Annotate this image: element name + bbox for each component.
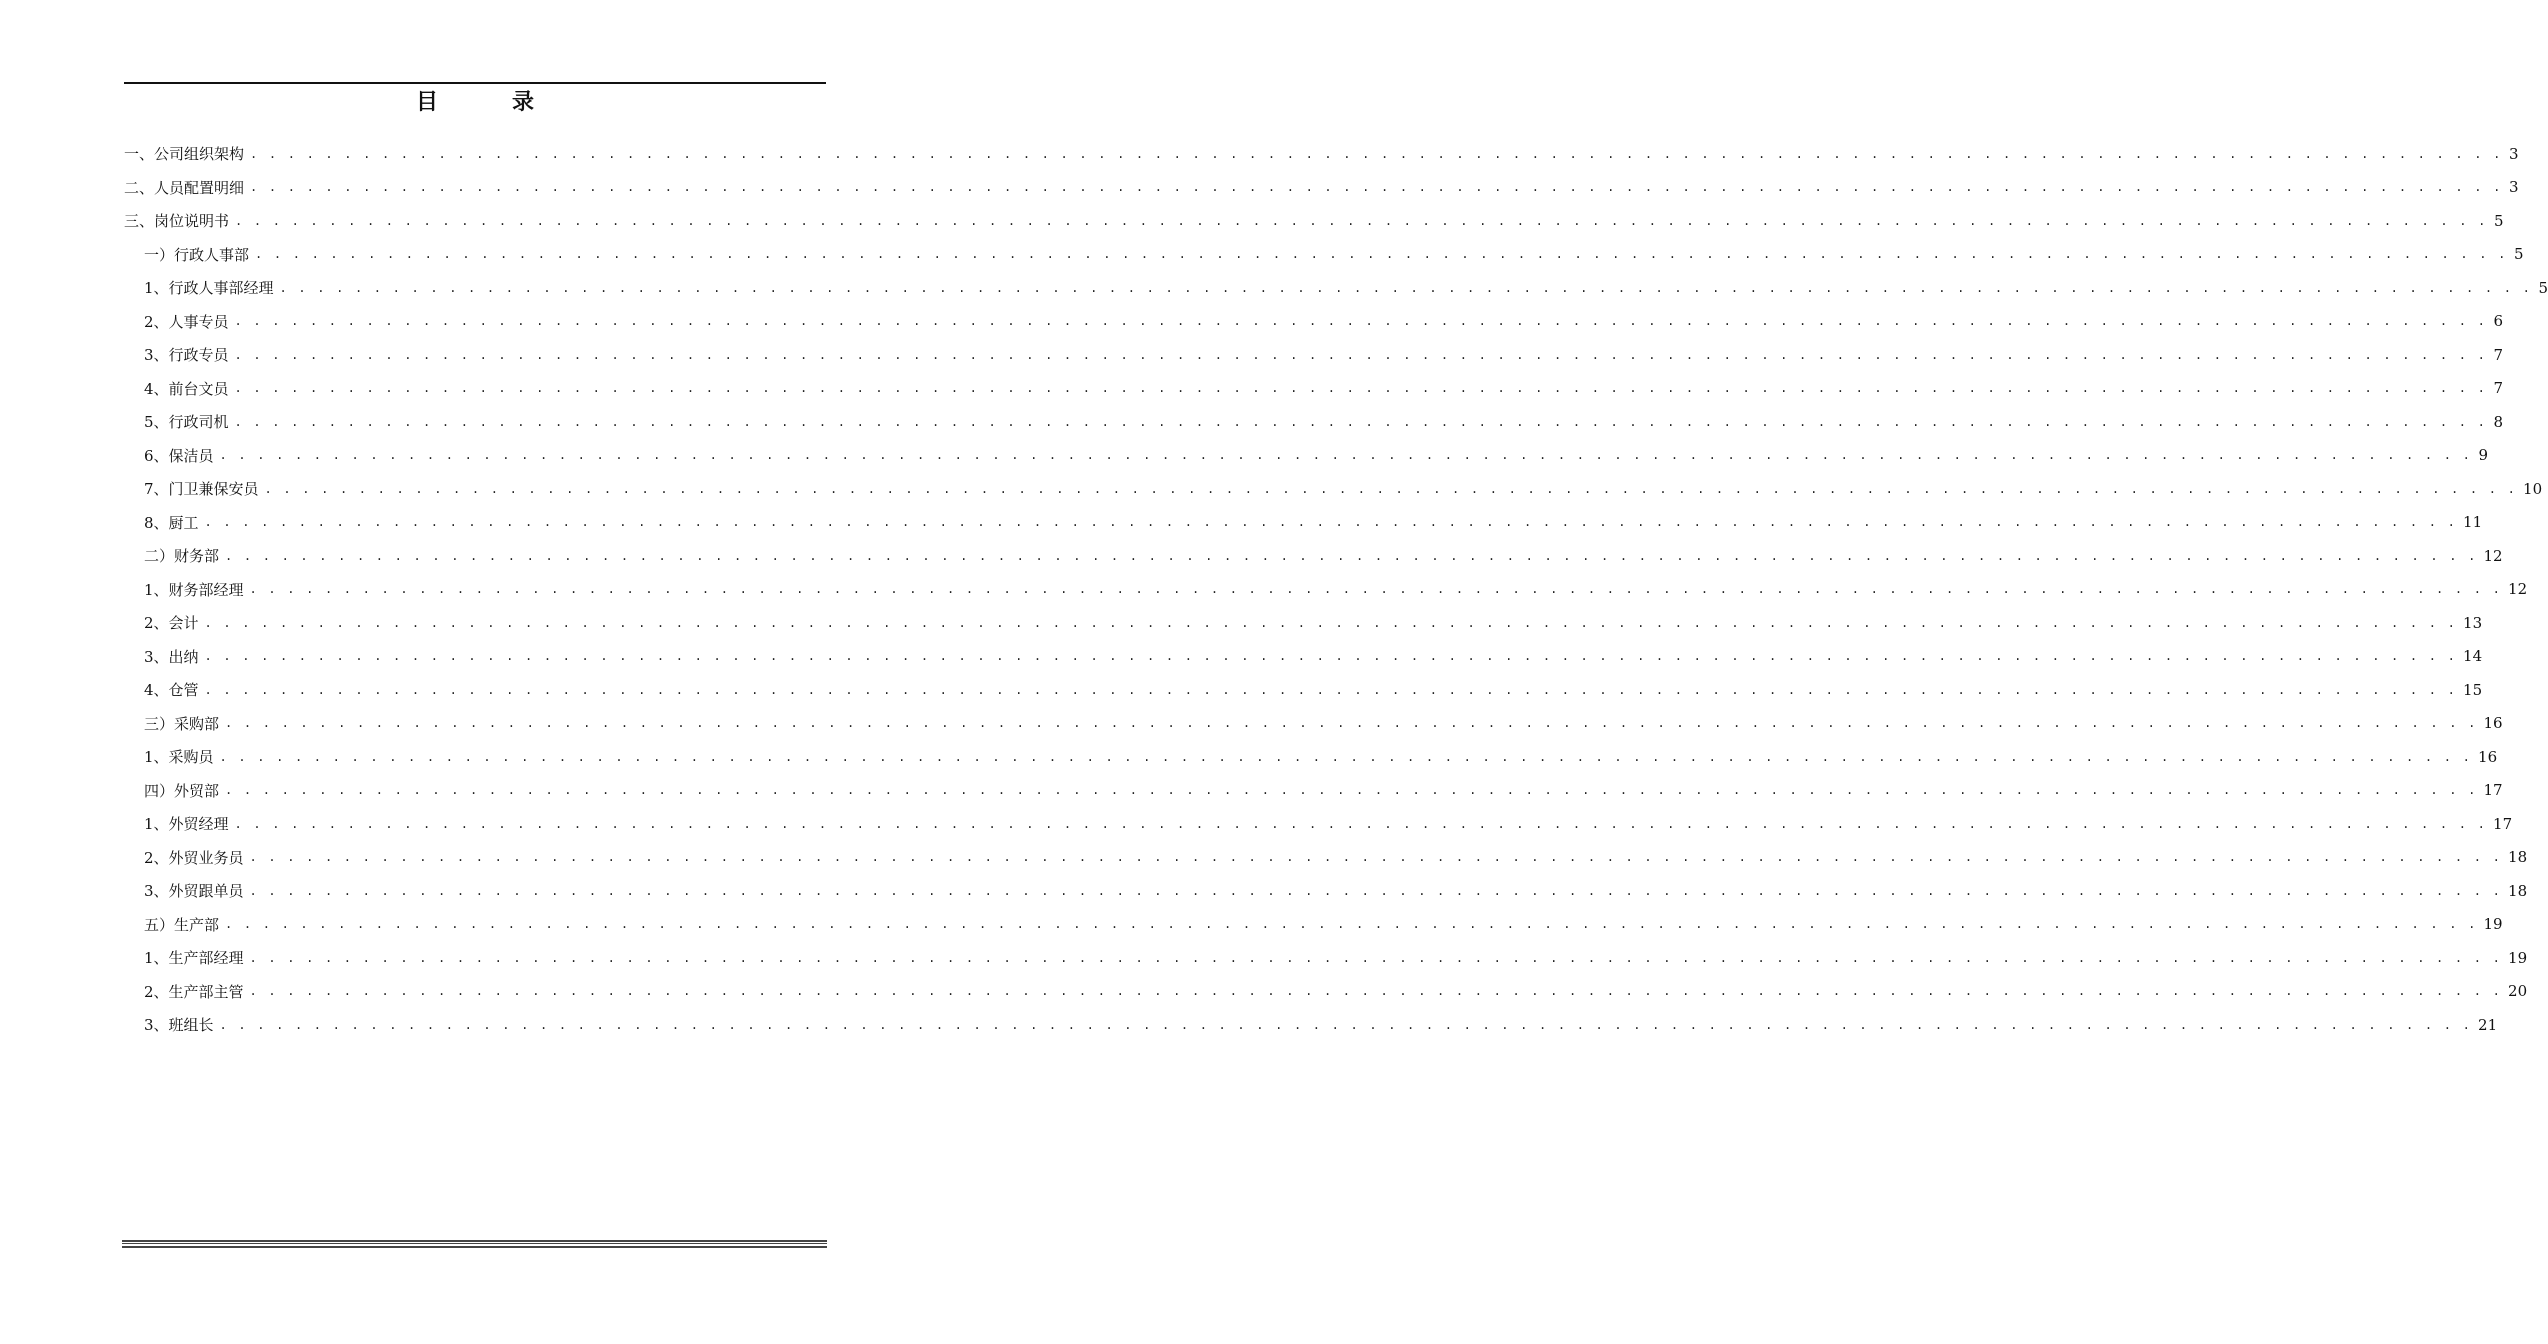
toc-entry-label: 4、仓管 (144, 681, 199, 700)
toc-leader-dots: . . . . . . . . . . . . . . . . . . . . . . . . . . . . . . . . . . . . . . . . . . . . . . . . . . . . . . . . . . . . . . . . . . . . . . . . . . . . . . . . . . . . . . . . . . . . . . . . . . . . . . . . . . . . . . . . . . . . . . . . (279, 280, 2533, 295)
toc-entry-label: 二、人员配置明细 (124, 178, 245, 197)
toc-entry-label: 3、出纳 (144, 647, 199, 666)
toc-entry-label: 三）采购部 (144, 714, 220, 733)
toc-leader-dots: . . . . . . . . . . . . . . . . . . . . . . . . . . . . . . . . . . . . . . . . . . . . . . . . . . . . . . . . . . . . . . . . . . . . . . . . . . . . . . . . . . . . . . . . . . . . . . . . . . . . . . . . . . . . . . . . . . . . . . . . (250, 180, 2503, 195)
toc-leader-dots: . . . . . . . . . . . . . . . . . . . . . . . . . . . . . . . . . . . . . . . . . . . . . . . . . . . . . . . . . . . . . . . . . . . . . . . . . . . . . . . . . . . . . . . . . . . . . . . . . . . . . . . . . . . . . . . . . . . . . . . . (234, 314, 2488, 329)
toc-entry[interactable] (124, 171, 2519, 205)
toc-entry-page-number: 8 (2493, 412, 2504, 431)
toc-entry-page-number: 7 (2493, 345, 2504, 364)
toc-entry-page-number: 3 (2508, 178, 2519, 197)
toc-entry[interactable] (124, 874, 2528, 908)
toc-entry-page-number: 19 (2508, 948, 2528, 967)
toc-entry-label: 五）生产部 (144, 915, 220, 934)
toc-leader-dots: . . . . . . . . . . . . . . . . . . . . . . . . . . . . . . . . . . . . . . . . . . . . . . . . . . . . . . . . . . . . . . . . . . . . . . . . . . . . . . . . . . . . . . . . . . . . . . . . . . . . . . . . . . . . . . . . . . . . . . . . (204, 515, 2458, 530)
toc-leader-dots: . . . . . . . . . . . . . . . . . . . . . . . . . . . . . . . . . . . . . . . . . . . . . . . . . . . . . . . . . . . . . . . . . . . . . . . . . . . . . . . . . . . . . . . . . . . . . . . . . . . . . . . . . . . . . . . . . . . . . . . . (225, 783, 2478, 798)
toc-entry[interactable] (124, 807, 2513, 841)
toc-leader-dots: . . . . . . . . . . . . . . . . . . . . . . . . . . . . . . . . . . . . . . . . . . . . . . . . . . . . . . . . . . . . . . . . . . . . . . . . . . . . . . . . . . . . . . . . . . . . . . . . . . . . . . . . . . . . . . . . . . . . . . . . (234, 347, 2488, 362)
toc-leader-dots: . . . . . . . . . . . . . . . . . . . . . . . . . . . . . . . . . . . . . . . . . . . . . . . . . . . . . . . . . . . . . . . . . . . . . . . . . . . . . . . . . . . . . . . . . . . . . . . . . . . . . . . . . . . . . . . . . . . . . . . . (225, 917, 2478, 932)
toc-leader-dots: . . . . . . . . . . . . . . . . . . . . . . . . . . . . . . . . . . . . . . . . . . . . . . . . . . . . . . . . . . . . . . . . . . . . . . . . . . . . . . . . . . . . . . . . . . . . . . . . . . . . . . . . . . . . . . . . . . . . . . . . (249, 883, 2503, 898)
toc-entry-label: 5、行政司机 (144, 413, 229, 432)
toc-entry-label: 3、行政专员 (144, 346, 229, 365)
toc-leader-dots: . . . . . . . . . . . . . . . . . . . . . . . . . . . . . . . . . . . . . . . . . . . . . . . . . . . . . . . . . . . . . . . . . . . . . . . . . . . . . . . . . . . . . . . . . . . . . . . . . . . . . . . . . . . . . . . . . . . . . . . . (249, 850, 2503, 865)
toc-entry[interactable] (124, 137, 2519, 171)
toc-entry[interactable] (124, 539, 2503, 573)
toc-entry[interactable] (124, 1008, 2498, 1042)
toc-entry-label: 2、人事专员 (144, 312, 229, 331)
toc-entry-page-number: 16 (2478, 747, 2498, 766)
toc-leader-dots: . . . . . . . . . . . . . . . . . . . . . . . . . . . . . . . . . . . . . . . . . . . . . . . . . . . . . . . . . . . . . . . . . . . . . . . . . . . . . . . . . . . . . . . . . . . . . . . . . . . . . . . . . . . . . . . . . . . . . . . . (250, 146, 2503, 161)
toc-entry-label: 2、外贸业务员 (144, 848, 244, 867)
toc-leader-dots: . . . . . . . . . . . . . . . . . . . . . . . . . . . . . . . . . . . . . . . . . . . . . . . . . . . . . . . . . . . . . . . . . . . . . . . . . . . . . . . . . . . . . . . . . . . . . . . . . . . . . . . . . . . . . . . . . . . . . . . . (235, 213, 2488, 228)
toc-entry-page-number: 13 (2463, 613, 2483, 632)
toc-entry[interactable] (124, 707, 2503, 741)
toc-entry-page-number: 17 (2493, 814, 2513, 833)
toc-entry-page-number: 14 (2463, 647, 2483, 666)
toc-entry-page-number: 12 (2483, 546, 2503, 565)
toc-entry[interactable] (124, 405, 2504, 439)
toc-entry[interactable] (124, 606, 2483, 640)
toc-entry[interactable] (124, 908, 2503, 942)
toc-entry-label: 1、外贸经理 (144, 815, 229, 834)
toc-leader-dots: . . . . . . . . . . . . . . . . . . . . . . . . . . . . . . . . . . . . . . . . . . . . . . . . . . . . . . . . . . . . . . . . . . . . . . . . . . . . . . . . . . . . . . . . . . . . . . . . . . . . . . . . . . . . . . . . . . . . . . . . (255, 247, 2508, 262)
toc-entry[interactable] (124, 506, 2483, 540)
toc-entry[interactable] (124, 472, 2543, 506)
toc-entry-label: 7、门卫兼保安员 (144, 480, 259, 499)
toc-entry-label: 三、岗位说明书 (124, 212, 230, 231)
toc-entry[interactable] (124, 238, 2524, 272)
toc-entry-page-number: 6 (2493, 312, 2504, 331)
toc-entry-label: 1、生产部经理 (144, 949, 244, 968)
toc-leader-dots: . . . . . . . . . . . . . . . . . . . . . . . . . . . . . . . . . . . . . . . . . . . . . . . . . . . . . . . . . . . . . . . . . . . . . . . . . . . . . . . . . . . . . . . . . . . . . . . . . . . . . . . . . . . . . . . . . . . . . . . . (234, 381, 2488, 396)
toc-entry-page-number: 16 (2483, 714, 2503, 733)
table-of-contents (124, 137, 2548, 1042)
toc-leader-dots: . . . . . . . . . . . . . . . . . . . . . . . . . . . . . . . . . . . . . . . . . . . . . . . . . . . . . . . . . . . . . . . . . . . . . . . . . . . . . . . . . . . . . . . . . . . . . . . . . . . . . . . . . . . . . . . . . . . . . . . . (225, 716, 2478, 731)
toc-entry-label: 1、行政人事部经理 (144, 279, 274, 298)
toc-entry-label: 1、财务部经理 (144, 580, 244, 599)
toc-leader-dots: . . . . . . . . . . . . . . . . . . . . . . . . . . . . . . . . . . . . . . . . . . . . . . . . . . . . . . . . . . . . . . . . . . . . . . . . . . . . . . . . . . . . . . . . . . . . . . . . . . . . . . . . . . . . . . . . . . . . . . . . (219, 448, 2473, 463)
toc-entry-page-number: 18 (2508, 881, 2528, 900)
toc-entry[interactable] (124, 774, 2503, 808)
toc-leader-dots: . . . . . . . . . . . . . . . . . . . . . . . . . . . . . . . . . . . . . . . . . . . . . . . . . . . . . . . . . . . . . . . . . . . . . . . . . . . . . . . . . . . . . . . . . . . . . . . . . . . . . . . . . . . . . . . . . . . . . . . . (204, 615, 2458, 630)
toc-entry-page-number: 10 (2523, 479, 2543, 498)
toc-entry-label: 8、厨工 (144, 513, 199, 532)
toc-entry[interactable] (124, 305, 2504, 339)
toc-leader-dots: . . . . . . . . . . . . . . . . . . . . . . . . . . . . . . . . . . . . . . . . . . . . . . . . . . . . . . . . . . . . . . . . . . . . . . . . . . . . . . . . . . . . . . . . . . . . . . . . . . . . . . . . . . . . . . . . . . . . . . . . (219, 1017, 2473, 1032)
toc-entry-label: 4、前台文员 (144, 379, 229, 398)
toc-leader-dots: . . . . . . . . . . . . . . . . . . . . . . . . . . . . . . . . . . . . . . . . . . . . . . . . . . . . . . . . . . . . . . . . . . . . . . . . . . . . . . . . . . . . . . . . . . . . . . . . . . . . . . . . . . . . . . . . . . . . . . . . (264, 481, 2518, 496)
toc-entry-page-number: 5 (2513, 245, 2524, 264)
toc-entry[interactable] (124, 271, 2548, 305)
toc-leader-dots: . . . . . . . . . . . . . . . . . . . . . . . . . . . . . . . . . . . . . . . . . . . . . . . . . . . . . . . . . . . . . . . . . . . . . . . . . . . . . . . . . . . . . . . . . . . . . . . . . . . . . . . . . . . . . . . . . . . . . . . . (204, 682, 2458, 697)
toc-entry-page-number: 9 (2478, 446, 2489, 465)
toc-entry-page-number: 5 (2493, 211, 2504, 230)
toc-leader-dots: . . . . . . . . . . . . . . . . . . . . . . . . . . . . . . . . . . . . . . . . . . . . . . . . . . . . . . . . . . . . . . . . . . . . . . . . . . . . . . . . . . . . . . . . . . . . . . . . . . . . . . . . . . . . . . . . . . . . . . . . (249, 582, 2503, 597)
toc-entry[interactable] (124, 941, 2528, 975)
toc-entry[interactable] (124, 372, 2504, 406)
toc-entry-page-number: 15 (2463, 680, 2483, 699)
toc-entry-page-number: 21 (2478, 1015, 2498, 1034)
toc-entry[interactable] (124, 841, 2528, 875)
footer-rule (122, 1240, 827, 1248)
toc-entry[interactable] (124, 975, 2528, 1009)
toc-entry-label: 一）行政人事部 (144, 245, 250, 264)
toc-leader-dots: . . . . . . . . . . . . . . . . . . . . . . . . . . . . . . . . . . . . . . . . . . . . . . . . . . . . . . . . . . . . . . . . . . . . . . . . . . . . . . . . . . . . . . . . . . . . . . . . . . . . . . . . . . . . . . . . . . . . . . . . (204, 649, 2458, 664)
toc-leader-dots: . . . . . . . . . . . . . . . . . . . . . . . . . . . . . . . . . . . . . . . . . . . . . . . . . . . . . . . . . . . . . . . . . . . . . . . . . . . . . . . . . . . . . . . . . . . . . . . . . . . . . . . . . . . . . . . . . . . . . . . . (225, 548, 2478, 563)
toc-entry-label: 一、公司组织架构 (124, 145, 245, 164)
toc-entry-page-number: 5 (2538, 278, 2548, 297)
toc-entry-label: 2、会计 (144, 614, 199, 633)
toc-entry-label: 2、生产部主管 (144, 982, 244, 1001)
toc-entry-label: 3、班组长 (144, 1016, 214, 1035)
toc-entry[interactable] (124, 204, 2504, 238)
toc-leader-dots: . . . . . . . . . . . . . . . . . . . . . . . . . . . . . . . . . . . . . . . . . . . . . . . . . . . . . . . . . . . . . . . . . . . . . . . . . . . . . . . . . . . . . . . . . . . . . . . . . . . . . . . . . . . . . . . . . . . . . . . . (219, 749, 2473, 764)
toc-entry-label: 二）财务部 (144, 547, 220, 566)
toc-entry-page-number: 18 (2508, 848, 2528, 867)
toc-entry-page-number: 17 (2483, 781, 2503, 800)
toc-entry-page-number: 12 (2508, 580, 2528, 599)
toc-entry[interactable] (124, 439, 2489, 473)
toc-entry-page-number: 7 (2493, 379, 2504, 398)
toc-entry[interactable] (124, 640, 2483, 674)
toc-leader-dots: . . . . . . . . . . . . . . . . . . . . . . . . . . . . . . . . . . . . . . . . . . . . . . . . . . . . . . . . . . . . . . . . . . . . . . . . . . . . . . . . . . . . . . . . . . . . . . . . . . . . . . . . . . . . . . . . . . . . . . . . (234, 816, 2488, 831)
toc-entry[interactable] (124, 673, 2483, 707)
toc-entry-page-number: 11 (2463, 513, 2483, 532)
toc-entry[interactable] (124, 740, 2498, 774)
toc-leader-dots: . . . . . . . . . . . . . . . . . . . . . . . . . . . . . . . . . . . . . . . . . . . . . . . . . . . . . . . . . . . . . . . . . . . . . . . . . . . . . . . . . . . . . . . . . . . . . . . . . . . . . . . . . . . . . . . . . . . . . . . . (249, 950, 2503, 965)
toc-entry[interactable] (124, 338, 2504, 372)
toc-entry-label: 1、采购员 (144, 748, 214, 767)
toc-entry[interactable] (124, 573, 2528, 607)
toc-entry-label: 四）外贸部 (144, 781, 220, 800)
toc-entry-page-number: 3 (2508, 144, 2519, 163)
page-title: 目 录 (415, 89, 560, 115)
toc-leader-dots: . . . . . . . . . . . . . . . . . . . . . . . . . . . . . . . . . . . . . . . . . . . . . . . . . . . . . . . . . . . . . . . . . . . . . . . . . . . . . . . . . . . . . . . . . . . . . . . . . . . . . . . . . . . . . . . . . . . . . . . . (249, 984, 2503, 999)
toc-entry-page-number: 20 (2508, 982, 2528, 1001)
toc-entry-label: 6、保洁员 (144, 446, 214, 465)
toc-entry-label: 3、外贸跟单员 (144, 882, 244, 901)
header-rule (124, 82, 826, 84)
toc-entry-page-number: 19 (2483, 915, 2503, 934)
toc-leader-dots: . . . . . . . . . . . . . . . . . . . . . . . . . . . . . . . . . . . . . . . . . . . . . . . . . . . . . . . . . . . . . . . . . . . . . . . . . . . . . . . . . . . . . . . . . . . . . . . . . . . . . . . . . . . . . . . . . . . . . . . . (234, 414, 2488, 429)
